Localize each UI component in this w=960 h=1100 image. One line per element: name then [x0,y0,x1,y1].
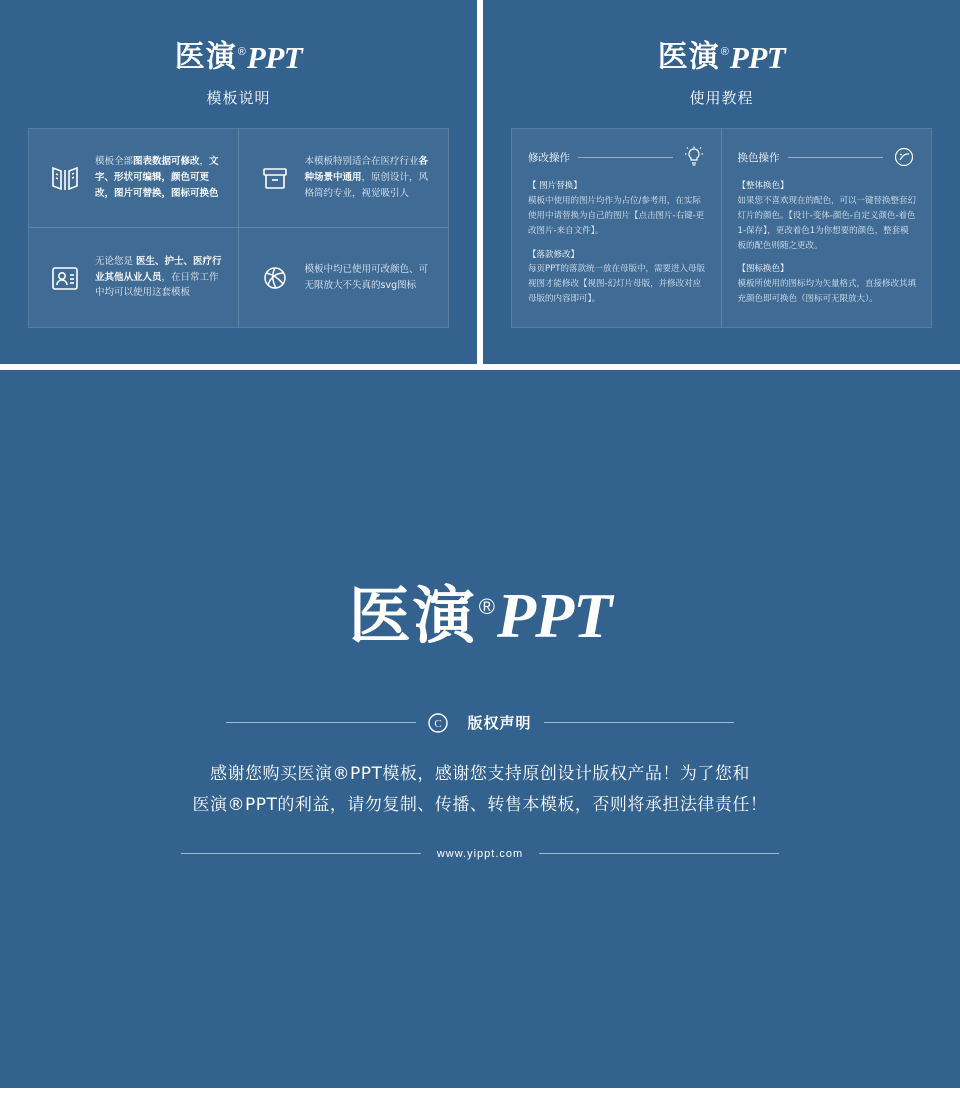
divider-left [181,853,421,854]
svg-text:C: C [434,717,443,730]
slide-template-description[interactable] [0,0,477,364]
brand-logo-cn: 医演 [348,579,477,652]
howto-block [528,179,707,239]
howto-body-modify [528,179,707,307]
howto-block-title: 【落款修改】 [528,249,580,260]
divider [788,157,884,158]
brand-logo [657,39,786,75]
person-id-icon [43,256,87,300]
howto-header-recolor [738,143,918,171]
brand-logo-ppt: PPT [496,580,612,651]
brand-logo-registered: ® [720,46,729,59]
brand-logo-large [348,579,612,652]
lightbulb-icon [681,144,707,170]
palette-icon [891,144,917,170]
brand-logo-ppt: PPT [729,40,786,75]
book-open-icon [43,156,87,200]
website-row [0,848,960,860]
info-cell-3 [29,228,239,327]
info-cell-2-text: 本模板特别适合在医疗行业各种场景中通用，原创设计，风格简约专业，视觉吸引人 [304,156,429,199]
brand-logo-registered: ® [478,593,495,619]
divider-right [539,853,779,854]
info-cell-1 [29,129,239,228]
slide-logo-right [483,0,960,73]
brand-logo-cn: 医演 [174,39,237,75]
brand-logo [174,39,303,75]
howto-header-modify [528,143,707,171]
slide-logo-left [0,0,477,73]
copyright-heading [0,712,960,733]
copyright-body [160,759,800,822]
archive-box-icon [253,156,297,200]
howto-block [738,262,918,307]
top-slide-row [0,0,960,364]
slide-subtitle-right: 使用教程 [689,89,754,107]
website-url[interactable]: www.yippt.com [436,847,524,860]
usage-tutorial-card [511,128,932,328]
howto-block-body: 每页PPT的落款统一放在母版中，需要进入母版视图才能修改【视图-幻灯片母版，并修改对应母版的内容即可】。 [528,264,705,305]
howto-block-body: 如果您不喜欢现在的配色，可以一键替换整套幻灯片的颜色。【设计-变体-颜色-自定义颜色-着色1-保存】，更改着色1为你想要的颜色，整套模板的配色则随之更改。 [737,195,917,251]
howto-title-modify: 修改操作 [528,151,570,164]
howto-block-body: 模板所使用的图标均为矢量格式，直接修改其填充颜色即可换色（图标可无限放大）。 [737,279,917,305]
howto-column-recolor [722,129,932,327]
brand-logo-large-wrap [0,370,960,652]
howto-block [738,179,918,253]
copyright-icon [428,713,448,733]
howto-block-body: 模板中使用的图片均作为占位/参考用，在实际使用中请替换为自己的图片【点击图片-右键-更改图片-来自文件】。 [528,195,705,236]
info-cell-3-text: 无论您是 医生、护士、医疗行业其他从业人员，在日常工作中均可以使用这套模板 [95,255,222,299]
info-cell-1-text: 模板全部图表数据可修改，文字、形状可编辑，颜色可更改，图片可替换，图标可换色 [95,156,219,199]
divider [578,157,673,158]
template-description-card [28,128,449,328]
howto-title-recolor: 换色操作 [737,151,780,164]
copyright-body-line-2: 医演®PPT的利益，请勿复制、传播、转售本模板，否则将承担法律责任！ [192,795,768,816]
copyright-label: 版权声明 [467,714,532,732]
slide-subtitle-left: 模板说明 [206,89,271,107]
howto-block-title: 【整体换色】 [737,181,789,191]
divider-right [544,722,734,723]
howto-block-title: 【 图片替换】 [528,181,582,191]
copyright-body-line-1: 感谢您购买医演®PPT模板，感谢您支持原创设计版权产品！为了您和 [210,764,750,784]
howto-block-title: 【图标换色】 [737,264,789,275]
howto-column-modify [512,129,722,327]
howto-body-recolor [738,179,918,307]
page-footer-strip [0,1088,960,1100]
howto-block [528,248,707,308]
info-cell-4-text: 模板中均已使用可改颜色、可无限放大不失真的svg图标 [304,263,429,291]
brand-logo-registered: ® [237,46,246,59]
info-cell-2 [239,129,449,228]
basketball-icon [253,256,297,300]
brand-logo-cn: 医演 [657,39,720,75]
slide-usage-tutorial[interactable] [483,0,960,364]
brand-logo-ppt: PPT [246,40,303,75]
slide-copyright-notice[interactable] [0,370,960,1088]
divider-left [226,722,416,723]
info-cell-4 [239,228,449,327]
